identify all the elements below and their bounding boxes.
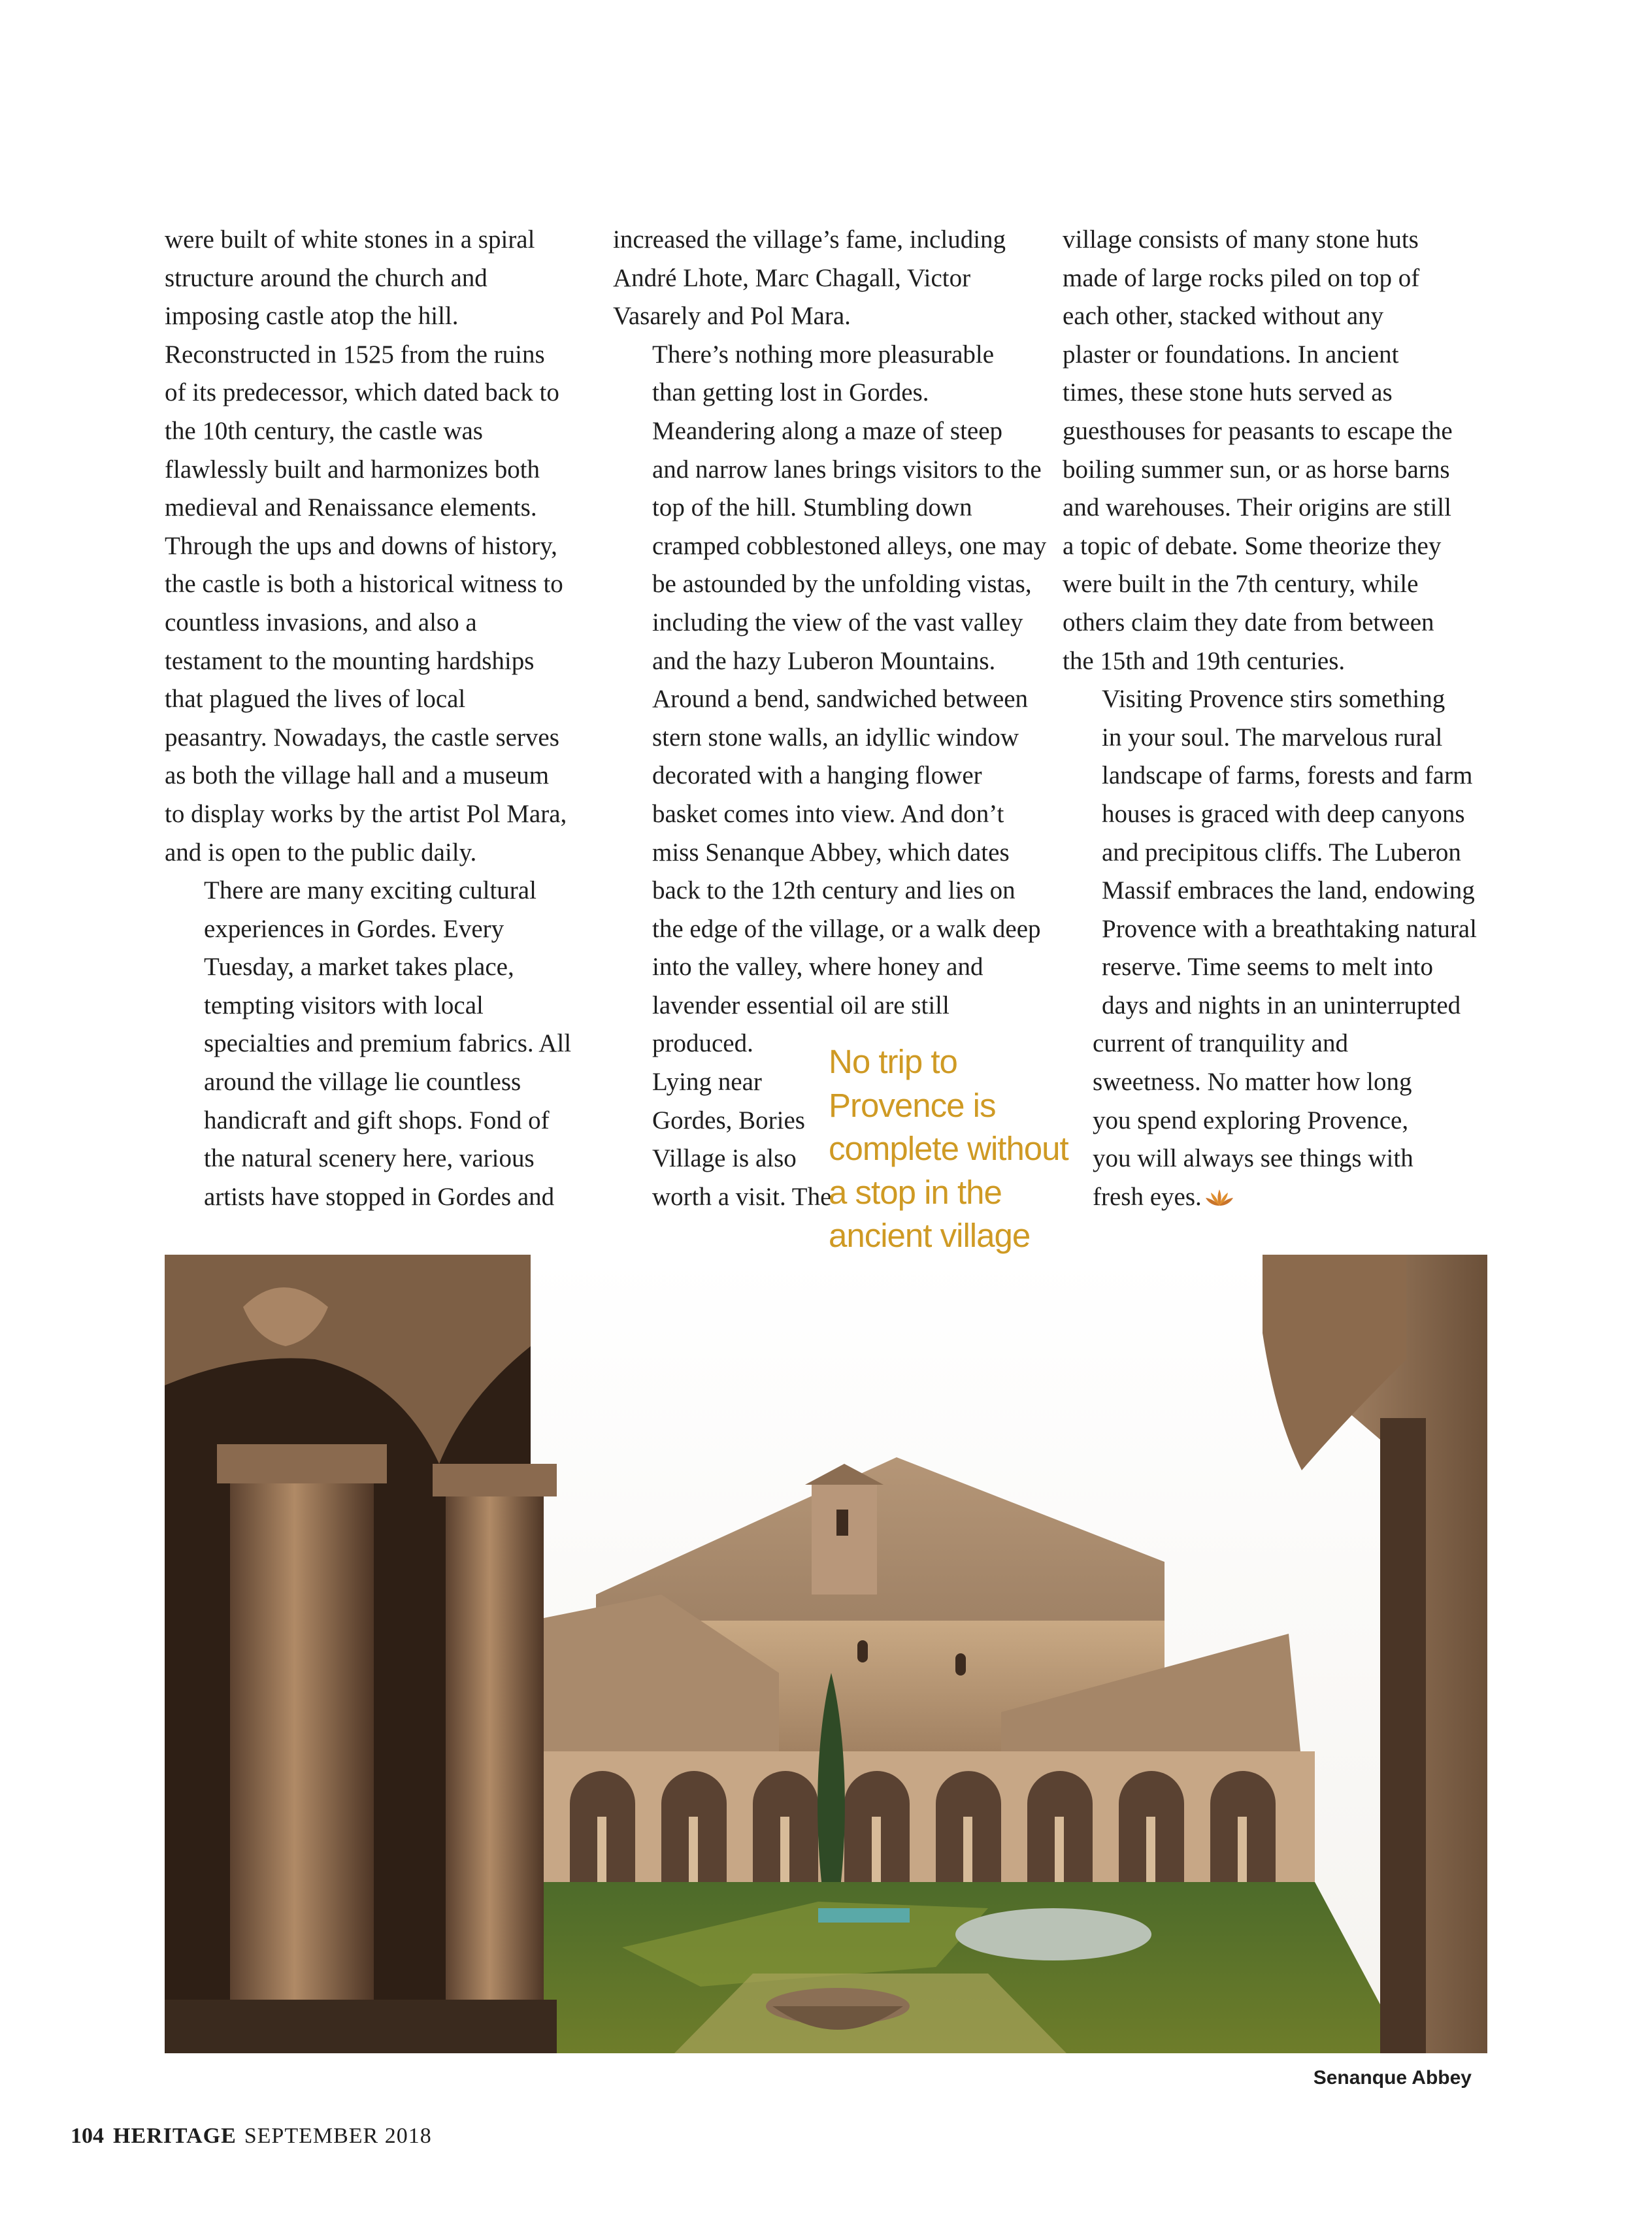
text-line: were built in the 7th century, while	[1063, 570, 1419, 599]
text-line: around the village lie countless	[204, 1068, 521, 1097]
text-line: sweetness. No matter how long	[1093, 1068, 1412, 1097]
text-line: Meandering along a maze of steep	[652, 416, 1003, 445]
paragraph-end	[1093, 1025, 1487, 1210]
text-line: as both the village hall and a museum	[165, 761, 550, 790]
text-line: and the hazy Luberon Mountains.	[652, 646, 996, 675]
magazine-name: HERITAGE	[113, 2124, 237, 2148]
text-line: the natural scenery here, various	[204, 1144, 535, 1173]
paragraph-continued	[1093, 1025, 1487, 1219]
text-line: the edge of the village, or a walk deep	[652, 914, 1041, 943]
text-line: the 10th century, the castle was	[165, 416, 483, 445]
text-line: handicraft and gift shops. Fond of	[204, 1106, 550, 1134]
text-line: others claim they date from between	[1063, 608, 1434, 636]
text-line: Reconstructed in 1525 from the ruins	[165, 340, 545, 369]
text-line: Massif embraces the land, endowing	[1102, 876, 1475, 905]
paragraph	[613, 221, 1042, 336]
text-line: countless invasions, and also a	[165, 608, 477, 636]
text-line: reserve. Time seems to melt into	[1102, 953, 1433, 982]
paragraph	[613, 1063, 832, 1216]
text-line: Through the ups and downs of history,	[165, 531, 557, 560]
text-line: structure around the church and	[165, 263, 487, 292]
paragraph	[1063, 221, 1487, 680]
text-line: ancient village	[829, 1217, 1031, 1254]
text-line: Lying near	[652, 1068, 762, 1097]
text-line: Vasarely and Pol Mara.	[613, 302, 851, 331]
text-line: increased the village’s fame, including	[613, 225, 1006, 254]
text-line: tempting visitors with local	[204, 991, 484, 1019]
text-line: made of large rocks piled on top of	[1063, 263, 1420, 292]
text-line: guesthouses for peasants to escape the	[1063, 416, 1453, 445]
text-line: Around a bend, sandwiched between	[652, 685, 1029, 714]
paragraph	[165, 221, 583, 872]
text-line: No trip to	[829, 1043, 957, 1080]
text-line: peasantry. Nowadays, the castle serves	[165, 723, 559, 752]
text-line: in your soul. The marvelous rural	[1102, 723, 1443, 752]
text-line: back to the 12th century and lies on	[652, 876, 1016, 905]
text-line: and narrow lanes brings visitors to the	[652, 455, 1042, 484]
text-line: than getting lost in Gordes.	[652, 378, 929, 407]
text-line: you spend exploring Provence,	[1093, 1106, 1409, 1134]
text-line: There are many exciting cultural	[204, 876, 537, 905]
paragraph	[165, 872, 583, 1216]
text-line: André Lhote, Marc Chagall, Victor	[613, 263, 971, 292]
text-line: top of the hill. Stumbling down	[652, 493, 972, 522]
text-line: artists have stopped in Gordes and	[204, 1182, 555, 1211]
text-line: stern stone walls, an idyllic window	[652, 723, 1019, 752]
text-line: lavender essential oil are still	[652, 991, 950, 1019]
text-line: cramped cobblestoned alleys, one may	[652, 531, 1047, 560]
article-column-1	[165, 221, 583, 1216]
text-line: each other, stacked without any	[1063, 302, 1384, 331]
text-line: days and nights in an uninterrupted	[1102, 991, 1461, 1019]
text-line: fresh eyes.	[1093, 1182, 1202, 1211]
lotus-leaf-icon	[1204, 1181, 1234, 1219]
text-line: There’s nothing more pleasurable	[652, 340, 995, 369]
text-line: worth a visit. The	[652, 1182, 832, 1211]
text-line: medieval and Renaissance elements.	[165, 493, 537, 522]
text-line: of its predecessor, which dated back to	[165, 378, 559, 407]
text-line: complete without	[829, 1130, 1068, 1167]
text-line: decorated with a hanging flower	[652, 761, 982, 790]
text-line: a stop in the	[829, 1173, 1002, 1211]
text-line: you will always see things with	[1093, 1144, 1413, 1173]
text-line: flawlessly built and harmonizes both	[165, 455, 540, 484]
paragraph	[613, 336, 1047, 1063]
text-line: Village is also	[652, 1144, 797, 1173]
text-line: were built of white stones in a spiral	[165, 225, 535, 254]
text-line: and warehouses. Their origins are still	[1063, 493, 1451, 522]
text-line: Provence with a breathtaking natural	[1102, 914, 1477, 943]
text-line: be astounded by the unfolding vistas,	[652, 570, 1032, 599]
text-line: Visiting Provence stirs something	[1102, 685, 1446, 714]
text-line: Gordes, Bories	[652, 1106, 805, 1134]
text-line: a topic of debate. Some theorize they	[1063, 531, 1442, 560]
text-line: the 15th and 19th centuries.	[1063, 646, 1346, 675]
abbey-photo	[165, 1255, 1487, 2053]
text-line: landscape of farms, forests and farm	[1102, 761, 1473, 790]
photo-caption: Senanque Abbey	[1313, 2067, 1472, 2089]
text-line: to display works by the artist Pol Mara,	[165, 799, 567, 828]
text-line: testament to the mounting hardships	[165, 646, 535, 675]
text-line: and precipitous cliffs. The Luberon	[1102, 838, 1461, 867]
text-line: and is open to the public daily.	[165, 838, 477, 867]
text-line: houses is graced with deep canyons	[1102, 799, 1465, 828]
text-line: into the valley, where honey and	[652, 953, 983, 982]
text-line: Tuesday, a market takes place,	[204, 953, 514, 982]
text-line: boiling summer sun, or as horse barns	[1063, 455, 1450, 484]
text-line: times, these stone huts served as	[1063, 378, 1393, 407]
text-line: village consists of many stone huts	[1063, 225, 1419, 254]
text-line: imposing castle atop the hill.	[165, 302, 459, 331]
paragraph	[1063, 680, 1487, 1025]
issue-date: SEPTEMBER 2018	[244, 2124, 432, 2148]
text-line: current of tranquility and	[1093, 1029, 1348, 1058]
text-line: that plagued the lives of local	[165, 685, 466, 714]
text-line: plaster or foundations. In ancient	[1063, 340, 1399, 369]
page-footer	[71, 2124, 432, 2149]
article-column-3	[1063, 221, 1487, 1219]
text-line: Provence is	[829, 1086, 996, 1124]
text-line: the castle is both a historical witness to	[165, 570, 563, 599]
text-line: specialties and premium fabrics. All	[204, 1029, 572, 1058]
text-line: experiences in Gordes. Every	[204, 914, 504, 943]
page-number: 104	[71, 2124, 104, 2148]
text-line: miss Senanque Abbey, which dates	[652, 838, 1010, 867]
text-line: basket comes into view. And don’t	[652, 799, 1004, 828]
text-line: including the view of the vast valley	[652, 608, 1023, 636]
text-line: produced.	[652, 1029, 753, 1058]
